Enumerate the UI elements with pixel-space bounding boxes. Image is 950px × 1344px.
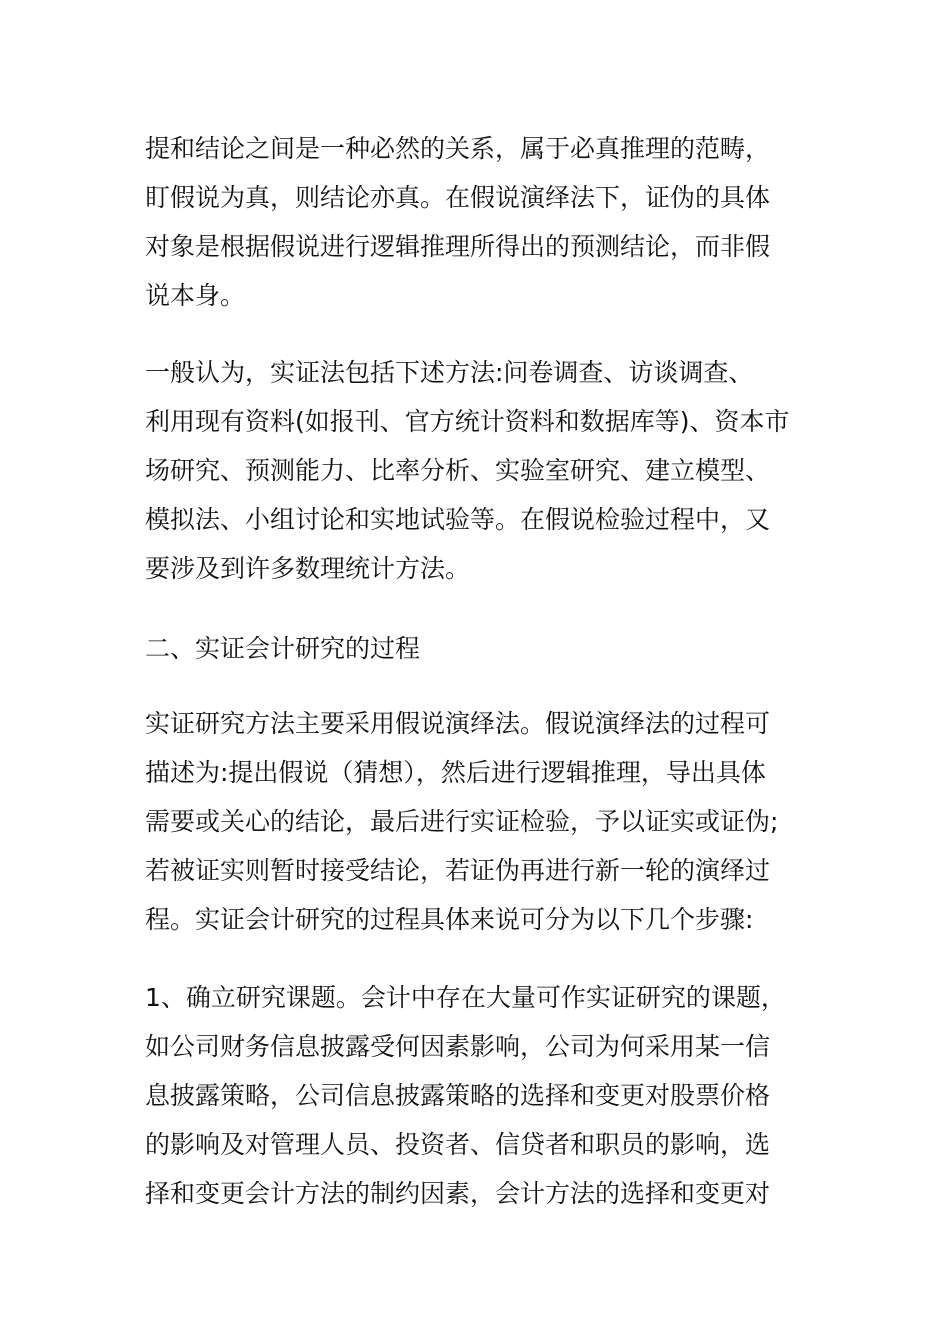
text-line: 息披露策略，公司信息披露策略的选择和变更对股票价格 (145, 1081, 771, 1110)
text-line: 如公司财务信息披露受何因素影响，公司为何采用某一信 (145, 1032, 771, 1061)
text-line: 要涉及到许多数理统计方法。 (145, 554, 471, 583)
paragraph-hypothesis-deduction (145, 124, 810, 320)
paragraph-step-one (145, 973, 810, 1218)
paragraph-research-process (145, 699, 810, 944)
text-line: 对象是根据假说进行逻辑推理所得出的预测结论，而非假 (145, 232, 771, 261)
paragraph-empirical-methods (145, 348, 810, 593)
section-heading-text: 二、实证会计研究的过程 (145, 634, 421, 663)
text-line: 模拟法、小组讨论和实地试验等。在假说检验过程中，又 (145, 505, 771, 534)
text-line: 的影响及对管理人员、投资者、信贷者和职员的影响，选 (145, 1130, 771, 1159)
section-heading (145, 624, 810, 673)
text-line: 需要或关心的结论，最后进行实证检验，予以证实或证伪; (145, 807, 779, 836)
text-line: 实证研究方法主要采用假说演绎法。假说演绎法的过程可 (145, 709, 771, 738)
text-line: 盯假说为真，则结论亦真。在假说演绎法下，证伪的具体 (145, 183, 771, 212)
text-line: 1、确立研究课题。会计中存在大量可作实证研究的课题， (145, 983, 786, 1012)
text-line: 描述为:提出假说（猜想），然后进行逻辑推理，导出具体 (145, 758, 766, 787)
text-line: 利用现有资料(如报刊、官方统计资料和数据库等)、资本市 (145, 407, 790, 436)
text-line: 提和结论之间是一种必然的关系，属于必真推理的范畴， (145, 134, 771, 163)
text-line: 一般认为，实证法包括下述方法:问卷调查、访谈调查、 (145, 358, 754, 387)
text-line: 场研究、预测能力、比率分析、实验室研究、建立模型、 (145, 456, 771, 485)
text-line: 择和变更会计方法的制约因素，会计方法的选择和变更对 (145, 1179, 771, 1208)
text-line: 说本身。 (145, 281, 246, 310)
text-line: 程。实证会计研究的过程具体来说可分为以下几个步骤: (145, 905, 754, 934)
text-line: 若被证实则暂时接受结论，若证伪再进行新一轮的演绎过 (145, 856, 771, 885)
